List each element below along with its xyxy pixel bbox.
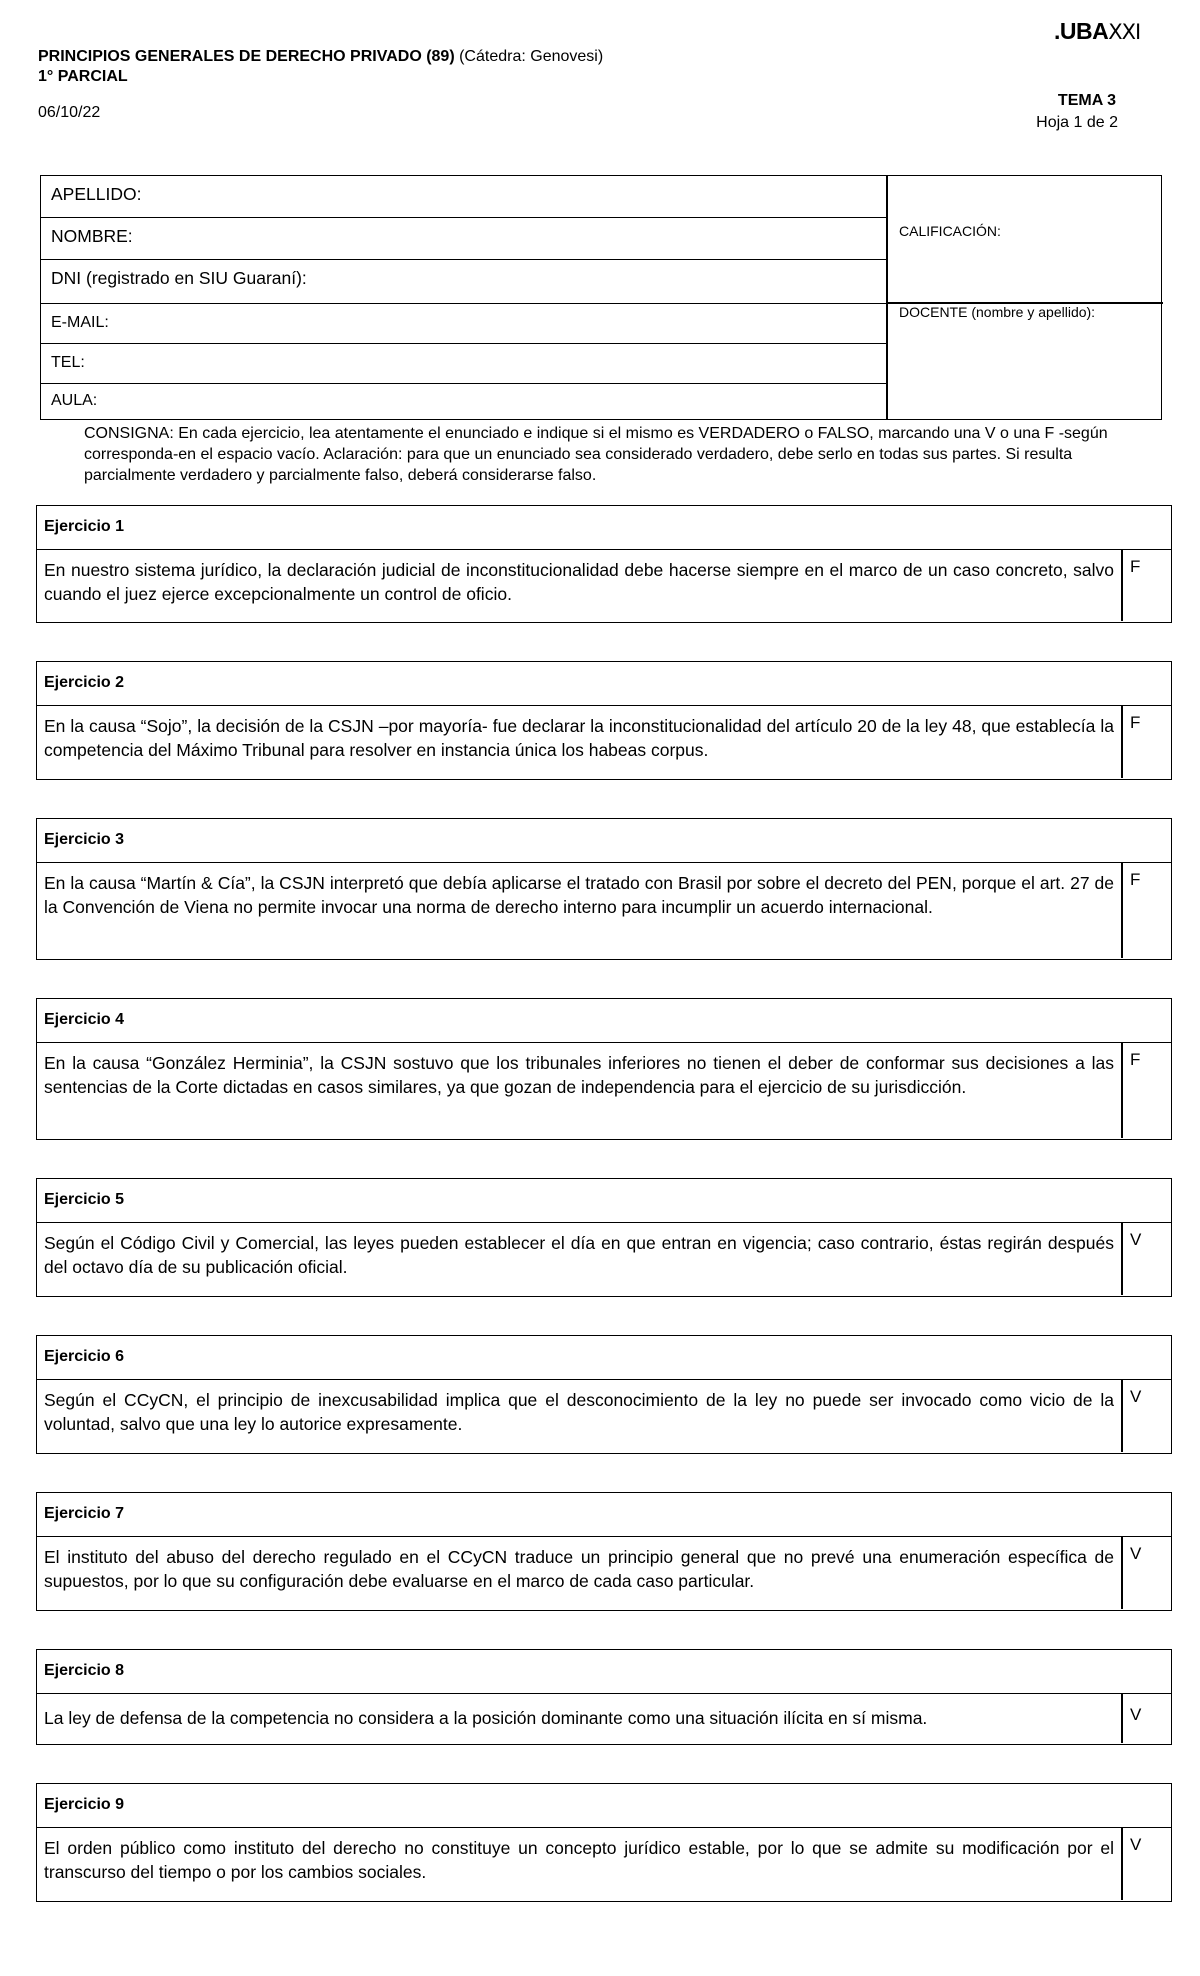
exercise-header <box>37 506 1171 550</box>
answer-divider <box>1121 1043 1123 1138</box>
answer-divider <box>1121 1828 1123 1900</box>
exercise-statement: El orden público como instituto del derecho no constituye un concepto jurídico estable, por lo que se admite su modificación por el transcurso del tiempo o por los cambios sociales. <box>44 1838 1114 1882</box>
exercise-statement: En nuestro sistema jurídico, la declaración judicial de inconstitucionalidad debe hacerse siempre en el marco de un caso concreto, salvo cuando el juez ejerce excepcionalmente un control de oficio. <box>44 560 1114 604</box>
exam-name: 1° PARCIAL <box>38 68 128 85</box>
exercise-title: Ejercicio 3 <box>44 831 125 848</box>
aula-label: AULA: <box>51 392 98 409</box>
course-title <box>38 46 603 68</box>
apellido-field[interactable] <box>41 176 887 218</box>
exercise-9 <box>36 1783 1172 1902</box>
answer-box[interactable]: F <box>1130 1050 1141 1069</box>
exercise-statement: El instituto del abuso del derecho regulado en el CCyCN traduce un principio general que no prevé una enumeración específica de supuestos, por lo que su configuración debe evaluarse en el marco de cada caso particular. <box>44 1547 1114 1591</box>
answer-box[interactable]: V <box>1130 1835 1142 1854</box>
exercise-title: Ejercicio 4 <box>44 1011 125 1028</box>
exercise-2 <box>36 661 1172 780</box>
exercise-statement: La ley de defensa de la competencia no considera a la posición dominante como una situación ilícita en sí misma. <box>44 1708 928 1728</box>
exercise-header <box>37 819 1171 863</box>
nombre-label: NOMBRE: <box>51 226 133 246</box>
answer-divider <box>1121 863 1123 958</box>
answer-box[interactable]: V <box>1130 1544 1142 1563</box>
email-label: E-MAIL: <box>51 314 109 331</box>
tel-label: TEL: <box>51 354 85 371</box>
exercise-1 <box>36 505 1172 623</box>
apellido-label: APELLIDO: <box>51 184 142 204</box>
exam-date: 06/10/22 <box>38 104 101 121</box>
exercise-statement: En la causa “Martín & Cía”, la CSJN interpretó que debía aplicarse el tratado con Brasil por sobre el decreto del PEN, porque el art. 27 de la Convención de Viena no permite invocar una norma de derecho interno para incumplir un acuerdo internacional. <box>44 873 1114 917</box>
exercise-title: Ejercicio 2 <box>44 674 125 691</box>
answer-divider <box>1121 1537 1123 1609</box>
answer-box[interactable]: V <box>1130 1387 1142 1406</box>
calificacion-label: CALIFICACIÓN: <box>899 223 1001 239</box>
exercise-header <box>37 1179 1171 1223</box>
exercise-6 <box>36 1335 1172 1454</box>
exercise-title: Ejercicio 1 <box>44 518 125 535</box>
exercise-statement: En la causa “González Herminia”, la CSJN sostuvo que los tribunales inferiores no tienen el deber de conformar sus decisiones a las sentencias de la Corte dictadas en casos similares, ya que gozan de independencia para el ejercicio de su jurisdicción. <box>44 1053 1114 1097</box>
answer-box[interactable]: F <box>1130 557 1141 576</box>
exercise-title: Ejercicio 5 <box>44 1191 125 1208</box>
page-indicator: Hoja 1 de 2 <box>1036 114 1118 131</box>
student-info-table <box>40 175 1162 420</box>
exercise-header <box>37 1493 1171 1537</box>
uba-xxi-logo <box>1054 18 1140 45</box>
logo-suffix: XXI <box>1108 20 1141 44</box>
tel-field[interactable] <box>41 344 887 384</box>
logo-main: .UBA <box>1054 18 1109 44</box>
answer-box[interactable]: V <box>1130 1705 1142 1724</box>
email-field[interactable] <box>41 304 887 344</box>
aula-field[interactable] <box>41 384 887 421</box>
exercise-title: Ejercicio 7 <box>44 1505 125 1522</box>
answer-box[interactable]: F <box>1130 870 1141 889</box>
exercise-4 <box>36 998 1172 1140</box>
exercise-3 <box>36 818 1172 960</box>
exercise-header <box>37 999 1171 1043</box>
exercise-statement: En la causa “Sojo”, la decisión de la CSJN –por mayoría- fue declarar la inconstitucionalidad del artículo 20 de la ley 48, que establecía la competencia del Máximo Tribunal para resolver en instancia única los habeas corpus. <box>44 716 1114 760</box>
course-name: PRINCIPIOS GENERALES DE DERECHO PRIVADO (89) <box>38 48 455 65</box>
exercise-header <box>37 1650 1171 1694</box>
answer-box[interactable]: V <box>1130 1230 1142 1249</box>
exercise-statement: Según el Código Civil y Comercial, las leyes pueden establecer el día en que entran en vigencia; caso contrario, éstas regirán después del octavo día de su publicación oficial. <box>44 1233 1114 1277</box>
exercise-header <box>37 662 1171 706</box>
exercise-title: Ejercicio 8 <box>44 1662 125 1679</box>
column-divider <box>886 176 888 419</box>
answer-divider <box>1121 1694 1123 1743</box>
nombre-field[interactable] <box>41 218 887 260</box>
docente-label: DOCENTE (nombre y apellido): <box>899 304 1096 320</box>
dni-field[interactable] <box>41 260 887 304</box>
answer-divider <box>1121 706 1123 778</box>
exercise-8 <box>36 1649 1172 1745</box>
answer-box[interactable]: F <box>1130 713 1141 732</box>
exercise-statement: Según el CCyCN, el principio de inexcusabilidad implica que el desconocimiento de la ley no puede ser invocado como vicio de la voluntad, salvo que una ley lo autorice expresamente. <box>44 1390 1114 1434</box>
exercise-7 <box>36 1492 1172 1611</box>
exercise-title: Ejercicio 6 <box>44 1348 125 1365</box>
dni-label: DNI (registrado en SIU Guaraní): <box>51 268 307 288</box>
tema-label: TEMA 3 <box>1057 92 1116 109</box>
exercise-5 <box>36 1178 1172 1297</box>
course-catedra: (Cátedra: Genovesi) <box>454 48 604 65</box>
exercise-header <box>37 1784 1171 1828</box>
instructions: CONSIGNA: En cada ejercicio, lea atentamente el enunciado e indique si el mismo es VERDADERO o FALSO, marcando una V o una F -según corresponda-en el espacio vacío. Aclaración: para que un enunciado sea considerado verdadero, debe serlo en todas sus partes. Si resulta parcialmente verdadero y parcialmente falso, deberá considerarse falso. <box>84 425 1108 484</box>
answer-divider <box>1121 1380 1123 1452</box>
answer-divider <box>1121 1223 1123 1295</box>
exercise-header <box>37 1336 1171 1380</box>
answer-divider <box>1121 550 1123 621</box>
exercise-title: Ejercicio 9 <box>44 1796 125 1813</box>
